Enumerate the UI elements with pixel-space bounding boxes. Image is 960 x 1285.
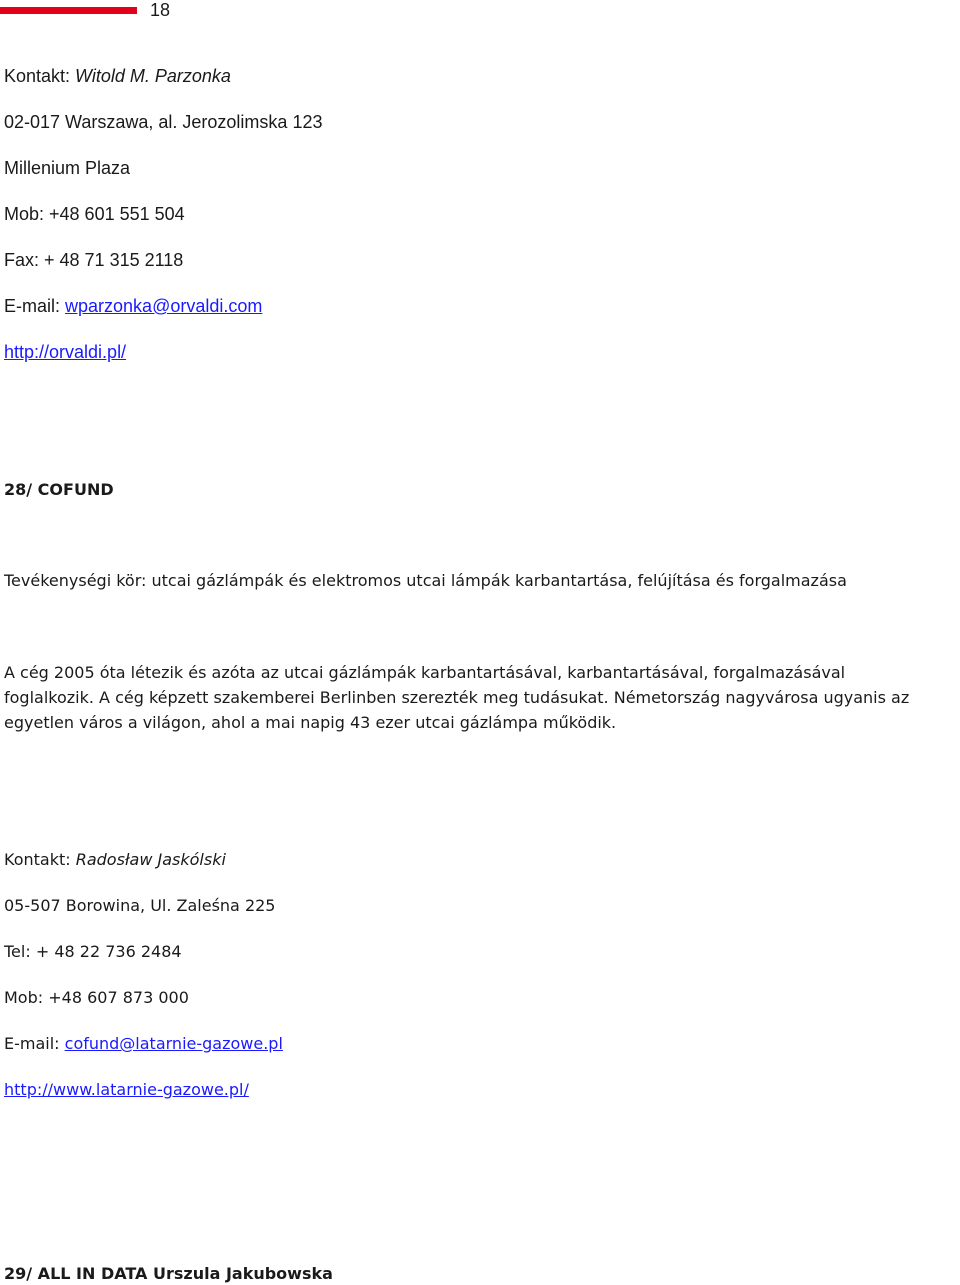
contact1-email-line (4, 295, 262, 317)
contact1-name: Witold M. Parzonka (75, 66, 231, 86)
contact1-address: 02-017 Warszawa, al. Jerozolimska 123 (4, 112, 323, 132)
contact2-website-link[interactable]: http://www.latarnie-gazowe.pl/ (4, 1080, 249, 1099)
contact1-fax: Fax: + 48 71 315 2118 (4, 250, 184, 270)
contact1-email-label: E-mail: (4, 296, 66, 316)
contact2-line (4, 849, 226, 871)
section28-description-line-1: A cég 2005 óta létezik és azóta az utcai gázlámpák karbantartásával, karbantartásával, forgalmazásával (4, 663, 846, 682)
contact2-email-label: E-mail: (4, 1034, 65, 1053)
section28-heading: 28/ COFUND (4, 480, 114, 499)
contact1-email-link[interactable]: wparzonka@orvaldi.com (65, 296, 263, 316)
contact1-line (4, 65, 231, 87)
contact2-name: Radosław Jaskólski (75, 850, 226, 869)
contact2-tel: Tel: + 48 22 736 2484 (4, 942, 182, 961)
contact2-email-line (4, 1033, 283, 1055)
contact2-address: 05-507 Borowina, Ul. Zaleśna 225 (4, 896, 276, 915)
contact1-website-line (4, 341, 126, 363)
contact2-email-link[interactable]: cofund@latarnie-gazowe.pl (64, 1034, 283, 1053)
page-number: 18 (150, 0, 171, 20)
contact2-mob: Mob: +48 607 873 000 (4, 988, 189, 1007)
section28-activity: Tevékenységi kör: utcai gázlámpák és elektromos utcai lámpák karbantartása, felújítása és forgalmazása (4, 571, 847, 590)
contact1-website-link[interactable]: http://orvaldi.pl/ (4, 342, 127, 362)
contact1-mob: Mob: +48 601 551 504 (4, 204, 185, 224)
contact1-building: Millenium Plaza (4, 158, 131, 178)
contact1-label: Kontakt: (4, 66, 76, 86)
header-accent-bar (0, 7, 137, 14)
contact2-label: Kontakt: (4, 850, 76, 869)
contact2-website-line (4, 1079, 249, 1101)
section28-description-line-3: egyetlen város a világon, ahol a mai napig 43 ezer utcai gázlámpa működik. (4, 713, 617, 732)
section29-heading: 29/ ALL IN DATA Urszula Jakubowska (4, 1264, 333, 1283)
section28-description-line-2: foglalkozik. A cég képzett szakemberei Berlinben szerezték meg tudásukat. Németország nagyvárosa ugyanis az (4, 688, 910, 707)
